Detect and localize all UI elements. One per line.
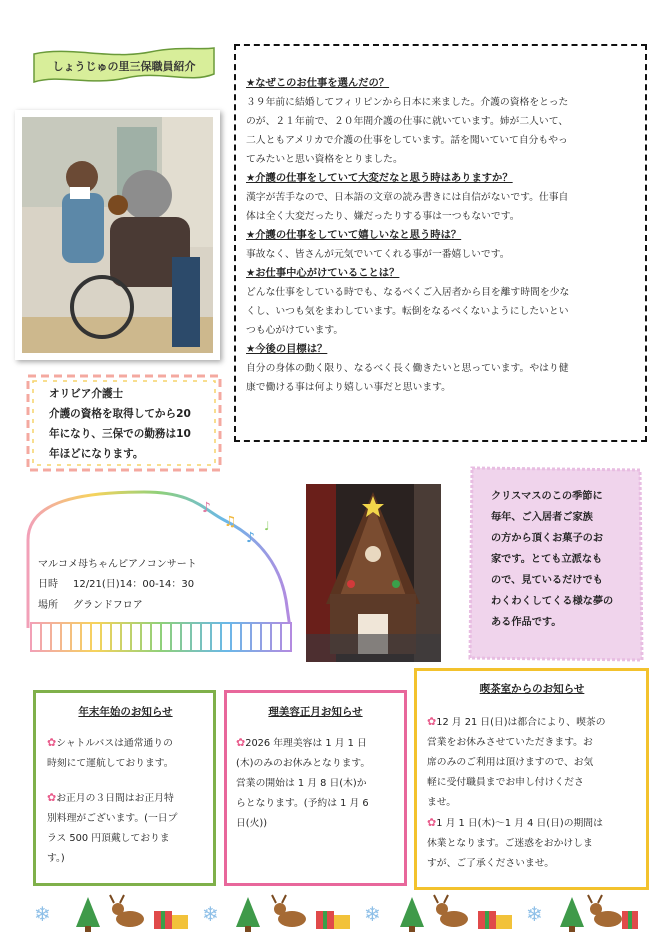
- question: ★介護の仕事をしていて大変だなと思う時はありますか？: [246, 172, 513, 184]
- gift-icon: [622, 911, 638, 929]
- notice-line: ✿12 月 21 日(日)は都合により、喫茶の: [427, 715, 606, 728]
- notice-line: ラス 500 円頂戴しておりま: [47, 833, 170, 844]
- staff-intro-text: [49, 384, 219, 464]
- reindeer-icon: [272, 895, 306, 927]
- tree-icon: [236, 897, 260, 932]
- answer-line: 自分の身体の動く限り、なるべく長く働きたいと思っています。やはり健: [246, 363, 569, 374]
- christmas-note-text: [491, 486, 626, 633]
- answer-line: 事故なく、皆さんが元気でいてくれる事が一番嬉しいです。: [246, 249, 510, 260]
- snowflake-icon: [34, 902, 51, 926]
- answer-line: どんな仕事をしている時でも、なるべくご入居者から目を離す時間を少な: [246, 287, 570, 298]
- concert-date: 12/21(日)14：00-14：30: [73, 579, 195, 590]
- notice-line: 席のみのご利用は頂けますので、お気: [427, 757, 594, 768]
- notice-line: 別料理がございます。(一日プ: [47, 813, 178, 824]
- note-line: わくわくしてくる様な夢の: [491, 596, 614, 607]
- snowflake-icon: [364, 902, 381, 926]
- notice-line: 営業の開始は 1 月 8 日(木)か: [236, 778, 367, 789]
- answer-line: のが、２１年前で、２０年間介護の仕事に就いています。姉が二人いて、: [246, 116, 569, 127]
- notice-line: らとなります。(予約は 1 月 6: [236, 798, 369, 809]
- christmas-note: [466, 464, 646, 662]
- salon-notice: [224, 690, 407, 886]
- intro-line: 年ほどになります。: [49, 448, 144, 460]
- svg-text:❄: ❄: [34, 902, 51, 926]
- title-banner: [30, 44, 218, 88]
- piano-keys-icon: [30, 622, 292, 652]
- snowflake-icon: [526, 902, 543, 926]
- snowflake-icon: [202, 902, 219, 926]
- flower-icon: ✿: [427, 816, 437, 829]
- answer-line: 体は全く大変だったり、嫌だったりする事は一つもないです。: [246, 211, 520, 222]
- interview-box: [234, 44, 647, 442]
- note-line: 毎年、ご入居者ご家族: [491, 512, 593, 523]
- concert-notice: [24, 480, 302, 670]
- flower-icon: ✿: [47, 736, 57, 749]
- tree-icon: [76, 897, 100, 932]
- svg-text:❄: ❄: [202, 902, 219, 926]
- question: ★今後の目標は？: [246, 343, 328, 355]
- answer-line: くし、いつも気をまわしています。転倒をなるべくないようにしたいとい: [246, 306, 569, 317]
- note-line: ので、見ているだけでも: [491, 575, 603, 586]
- svg-text:♪: ♪: [202, 500, 211, 516]
- notice-line: すが、ご了承くださいませ。: [427, 858, 555, 869]
- gingerbread-house-photo: [306, 484, 441, 662]
- reindeer-icon: [110, 895, 144, 927]
- svg-text:❄: ❄: [364, 902, 381, 926]
- answer-line: つも心がけています。: [246, 325, 344, 336]
- answer-line: 漢字が苦手なので、日本語の文章の読み書きには自信がないです。仕事自: [246, 192, 569, 203]
- notice-line: ませ。: [427, 797, 457, 808]
- notice-line: 時刻にて運航しております。: [47, 758, 174, 769]
- notice-line: 日(火)): [236, 818, 268, 829]
- gift-icon: [316, 911, 350, 929]
- notice-title: 喫茶室からのお知らせ: [479, 683, 585, 695]
- intro-line: 年になり、三保での勤務は10: [49, 428, 191, 440]
- tree-icon: [560, 897, 584, 932]
- flower-icon: ✿: [236, 736, 246, 749]
- svg-text:♫: ♫: [224, 514, 237, 530]
- notice-line: 軽に受付職員までお申し付けくださ: [427, 777, 584, 788]
- reindeer-icon: [588, 895, 622, 927]
- question: ★お仕事中心がけていることは？: [246, 267, 400, 279]
- note-line: 家です。とても立派なも: [491, 554, 603, 565]
- concert-place: グランドフロア: [73, 600, 143, 611]
- staff-photo: [15, 110, 220, 360]
- music-note-icon: [202, 500, 270, 546]
- svg-text:♪: ♪: [246, 530, 255, 546]
- answer-line: 二人ともアメリカで介護の仕事をしています。話を聞いていて自分もやっ: [246, 135, 568, 146]
- newyear-notice: [33, 690, 216, 886]
- concert-title: マルコメ母ちゃんピアノコンサート: [38, 559, 197, 570]
- concert-place-label: 場所: [38, 600, 58, 611]
- notice-line: (木)のみのお休みとなります。: [236, 758, 371, 769]
- gift-icon: [478, 911, 512, 929]
- notice-line: ✿1 月 1 日(木)～1 月 4 日(日)の期間は: [427, 816, 603, 829]
- notice-line: ✿お正月の３日間はお正月特: [47, 791, 174, 804]
- intro-line: オリビア介護士: [49, 388, 124, 400]
- bottom-decoration: [30, 893, 640, 933]
- page-title: しょうじゅの里三保職員紹介: [52, 60, 196, 73]
- staff-intro-box: [24, 372, 224, 474]
- notice-line: ✿シャトルバスは通常通りの: [47, 736, 173, 749]
- flower-icon: ✿: [427, 715, 437, 728]
- note-line: の方から頂くお菓子のお: [491, 533, 604, 544]
- notice-title: 理美容正月お知らせ: [268, 706, 363, 718]
- gift-icon: [154, 911, 188, 929]
- reindeer-icon: [434, 895, 468, 927]
- note-line: ある作品です。: [491, 617, 562, 628]
- cafe-notice: [414, 668, 649, 890]
- intro-line: 介護の資格を取得してから20: [49, 408, 191, 420]
- notice-line: 休業となります。ご迷惑をおかけしま: [427, 838, 593, 849]
- svg-text:♩: ♩: [264, 519, 270, 533]
- svg-text:❄: ❄: [526, 902, 543, 926]
- answer-line: てみたいと思い資格をとりました。: [246, 154, 403, 165]
- note-line: クリスマスのこの季節に: [491, 491, 603, 502]
- concert-date-label: 日時: [38, 579, 58, 590]
- question: ★なぜこのお仕事を選んだの？: [246, 77, 390, 89]
- tree-icon: [400, 897, 424, 932]
- notice-line: 営業をお休みさせていただきます。お: [427, 737, 593, 748]
- notice-line: ✿2026 年理美容は 1 月 1 日: [236, 736, 367, 749]
- flower-icon: ✿: [47, 791, 57, 804]
- answer-line: 康で働ける事は何より嬉しい事だと思います。: [246, 382, 451, 393]
- answer-line: ３９年前に結婚してフィリピンから日本に来ました。介護の資格をとった: [246, 97, 569, 108]
- question: ★介護の仕事をしていて嬉しいなと思う時は？: [246, 229, 462, 241]
- notice-title: 年末年始のお知らせ: [78, 706, 173, 718]
- notice-line: す。): [47, 853, 65, 864]
